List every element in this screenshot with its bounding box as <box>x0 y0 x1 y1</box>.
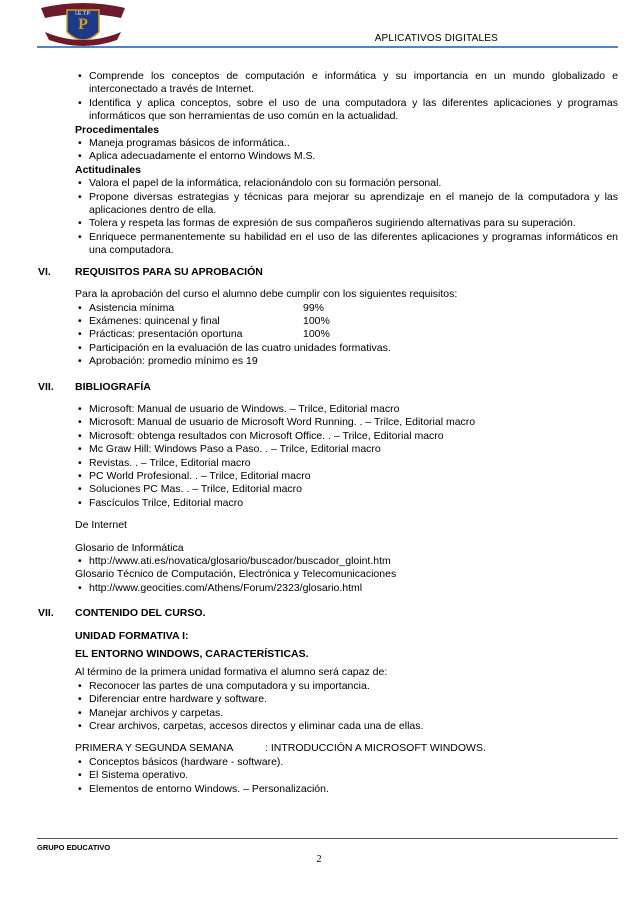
page-number: 2 <box>316 854 322 865</box>
bibliography-item: • Microsoft: Manual de usuario de Microsoft Word Running. . – Trilce, Editorial macro <box>75 416 618 429</box>
requirement-item: • Asistencia mínima 99% <box>75 302 618 315</box>
glossary-title: Glosario de Informática <box>75 541 184 554</box>
list-item: • Identifica y aplica conceptos, sobre el uso de una computadora y las diferentes aplicaciones y programas informáticos que son herramientas de uso común en la actualidad. <box>75 97 618 124</box>
list-item: • El Sistema operativo. <box>75 769 618 782</box>
header-divider <box>37 46 618 48</box>
bibliography-item: • Microsoft: obtenga resultados con Microsoft Office. . – Trilce, Editorial macro <box>75 430 618 443</box>
list-item: • Aplica adecuadamente el entorno Windows M.S. <box>75 150 618 163</box>
list-item: • Reconocer las partes de una computadora y su importancia. <box>75 680 618 693</box>
school-logo-icon <box>37 2 129 48</box>
list-item: • Participación en la evaluación de las cuatro unidades formativas. <box>75 342 618 355</box>
list-item: • Conceptos básicos (hardware - software). <box>75 756 618 769</box>
list-item: • Diferenciar entre hardware y software. <box>75 693 618 706</box>
week-heading: PRIMERA Y SEGUNDA SEMANA : INTRODUCCIÓN A MICROSOFT WINDOWS. <box>75 742 486 755</box>
document-body <box>38 70 618 796</box>
list-item: • Tolera y respeta las formas de expresión de sus compañeros sugiriendo alternativas para su superación. <box>75 217 618 230</box>
bibliography-item: • Microsoft: Manual de usuario de Windows. – Trilce, Editorial macro <box>75 403 618 416</box>
section-heading-bibliografia <box>38 381 618 394</box>
list-item: • Enriquece permanentemente su habilidad en el uso de las diferentes aplicaciones y programas informáticos en una computadora. <box>75 231 618 258</box>
bibliography-item: • Revistas. . – Trilce, Editorial macro <box>75 457 618 470</box>
section-title: REQUISITOS PARA SU APROBACIÓN <box>75 265 263 278</box>
section-number: VII. <box>38 607 54 620</box>
requirements-intro: Para la aprobación del curso el alumno debe cumplir con los siguientes requisitos: <box>75 288 458 301</box>
section-number: VII. <box>38 380 54 393</box>
subheading-actitudinales: Actitudinales <box>75 163 141 176</box>
internet-label: De Internet <box>75 519 127 532</box>
bibliography-item: • PC World Profesional. . – Trilce, Editorial macro <box>75 470 618 483</box>
requirement-item: • Exámenes: quincenal y final 100% <box>75 315 618 328</box>
logo-text: I.E.T.P. <box>75 11 91 17</box>
section-heading-requisitos <box>38 266 618 279</box>
list-item: • Propone diversas estrategias y técnicas para mejorar su aprendizaje en el manejo de la computadora y las aplicaciones dentro de ella. <box>75 191 618 218</box>
glossary-link[interactable]: • http://www.geocities.com/Athens/Forum/2323/glosario.html <box>75 582 618 595</box>
list-item: • Aprobación: promedio mínimo es 19 <box>75 355 618 368</box>
unit-title: EL ENTORNO WINDOWS, CARACTERÍSTICAS. <box>75 648 309 661</box>
section-number: VI. <box>38 265 51 278</box>
glossary-link[interactable]: • http://www.ati.es/novatica/glosario/buscador/buscador_gloint.htm <box>75 555 618 568</box>
footer-label: GRUPO EDUCATIVO <box>37 843 111 852</box>
header-title: APLICATIVOS DIGITALES <box>374 33 498 44</box>
requirement-item: • Prácticas: presentación oportuna 100% <box>75 328 618 341</box>
subheading-procedimentales: Procedimentales <box>75 123 160 136</box>
unit-label: UNIDAD FORMATIVA I: <box>75 629 189 642</box>
list-item: • Crear archivos, carpetas, accesos directos y eliminar cada una de ellas. <box>75 720 618 733</box>
section-heading-contenido <box>38 607 618 620</box>
bibliography-item: • Mc Graw Hill: Windows Paso a Paso. . – Trilce, Editorial macro <box>75 443 618 456</box>
section-title: BIBLIOGRAFÍA <box>75 380 151 393</box>
list-item: • Manejar archivos y carpetas. <box>75 707 618 720</box>
list-item: • Elementos de entorno Windows. – Personalización. <box>75 783 618 796</box>
list-item: • Valora el papel de la informática, relacionándolo con su formación personal. <box>75 177 618 190</box>
glossary-title: Glosario Técnico de Computación, Electrónica y Telecomunicaciones <box>75 568 397 581</box>
svg-text:P: P <box>78 16 88 33</box>
list-item: • Comprende los conceptos de computación e informática y su importancia en un mundo globalizado e interconectado a través de Internet. <box>75 70 618 97</box>
bibliography-item: • Soluciones PC Mas. . – Trilce, Editorial macro <box>75 483 618 496</box>
list-item: • Maneja programas básicos de informática.. <box>75 137 618 150</box>
section-title: CONTENIDO DEL CURSO. <box>75 607 206 620</box>
bibliography-item: • Fascículos Trilce, Editorial macro <box>75 497 618 510</box>
footer-divider <box>37 838 618 839</box>
unit-intro: Al término de la primera unidad formativa el alumno será capaz de: <box>75 666 388 679</box>
